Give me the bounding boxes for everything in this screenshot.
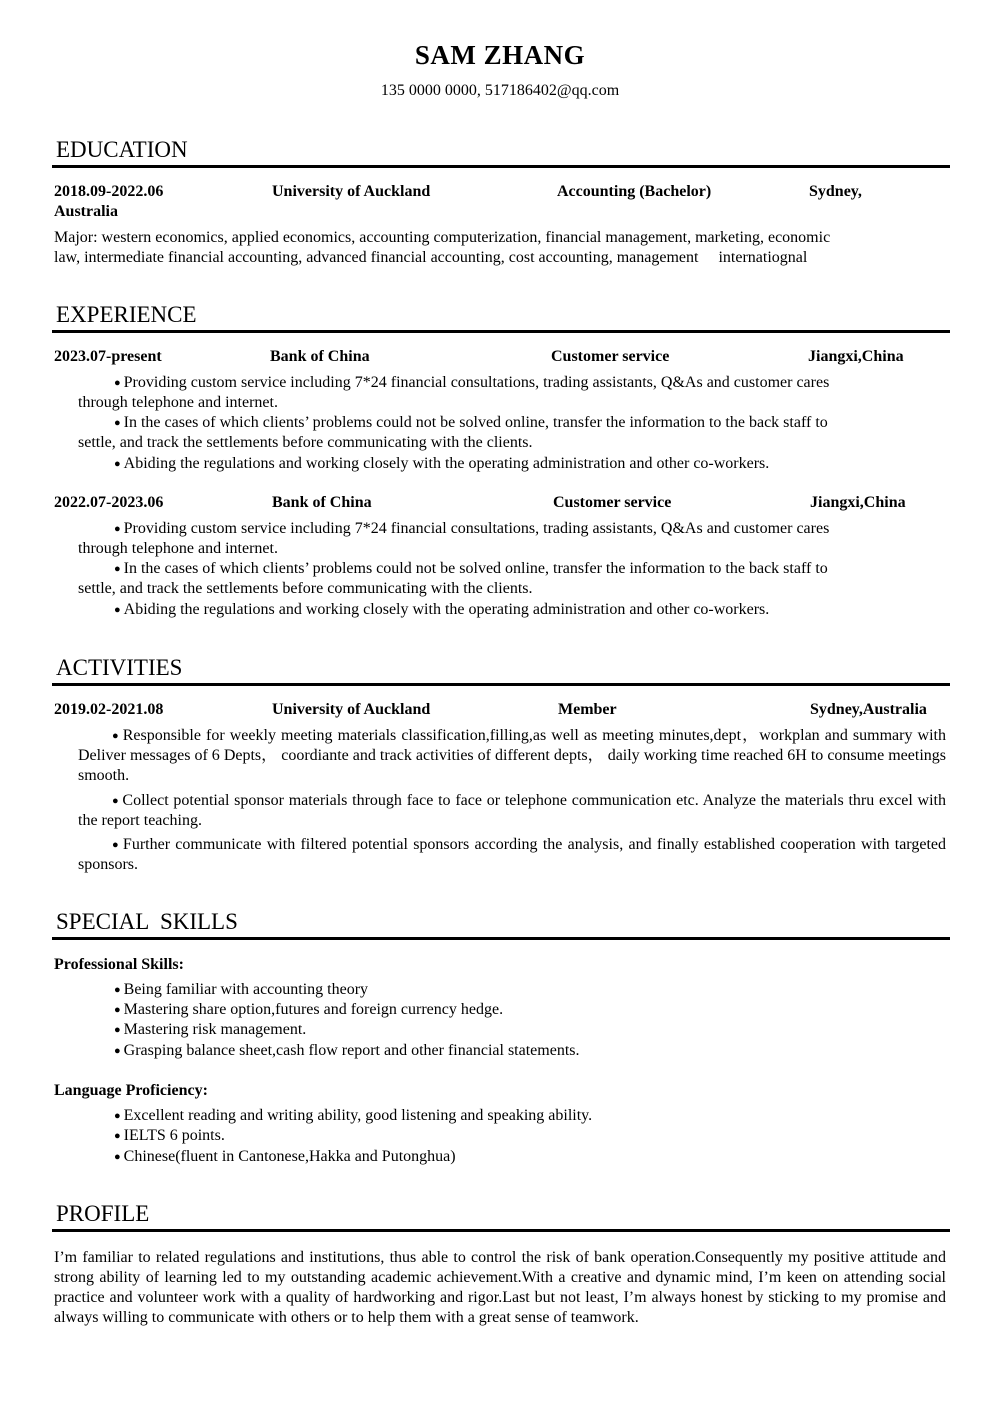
bullet-dot-icon: ● [114, 984, 121, 996]
bullet-dot-icon: ● [114, 377, 121, 389]
bullet-dot-icon: ● [114, 604, 121, 616]
skills-divider [52, 937, 950, 940]
skills-heading: SPECIAL SKILLS [56, 909, 238, 934]
education-location-wrap [54, 203, 948, 223]
education-location: Sydney, [809, 183, 862, 200]
experience-1-bullet-1: ● Providing custom service including 7*24 financial consultations, trading assistants, Q&As and customer cares [114, 374, 830, 391]
experience-1-company: Bank of China [270, 348, 370, 365]
experience-2-company: Bank of China [272, 494, 372, 511]
experience-2-bullet-1: ● Providing custom service including 7*24 financial consultations, trading assistants, Q&As and customer cares [114, 520, 830, 537]
bullet-dot-icon: ● [114, 1004, 121, 1016]
bullet-dot-icon: ● [114, 1045, 121, 1057]
education-dates: 2018.09-2022.06 [54, 183, 164, 200]
bullet-dot-icon: ● [114, 417, 121, 429]
experience-2-bullet-2: ● In the cases of which clients’ problems could not be solved online, transfer the information to the back staff to [114, 560, 828, 577]
experience-1-location: Jiangxi,China [808, 348, 904, 365]
professional-skill-item: ● Mastering share option,futures and foreign currency hedge. [114, 1001, 504, 1018]
activities-entry [54, 701, 948, 721]
language-item: ● IELTS 6 points. [114, 1127, 225, 1144]
professional-skill-item: ● Being familiar with accounting theory [114, 981, 369, 998]
experience-2-location: Jiangxi,China [810, 494, 906, 511]
profile-heading: PROFILE [56, 1201, 150, 1226]
bullet-dot-icon: ● [114, 1110, 121, 1122]
experience-entry-1 [54, 348, 948, 368]
activities-location: Sydney,Australia [810, 701, 927, 718]
experience-1-bullet-2-cont: settle, and track the settlements before communicating with the clients. [78, 434, 533, 451]
experience-2-role: Customer service [553, 494, 672, 511]
activities-heading: ACTIVITIES [56, 655, 183, 680]
bullet-dot-icon: ● [114, 523, 121, 535]
language-item: ● Excellent reading and writing ability, good listening and speaking ability. [114, 1107, 593, 1124]
activities-role: Member [558, 701, 617, 718]
bullet-dot-icon: ● [114, 1151, 121, 1163]
bullet-dot-icon: ● [112, 795, 120, 807]
education-major-line-1: Major: western economics, applied economics, accounting computerization, financial management, marketing, economic [54, 229, 831, 246]
activities-org: University of Auckland [272, 701, 431, 718]
education-major-line-2: law, intermediate financial accounting, advanced financial accounting, cost accounting, management internatiognal [54, 249, 808, 266]
bullet-dot-icon: ● [114, 1130, 121, 1142]
education-entry [54, 183, 948, 203]
activities-bullet-2: ● Collect potential sponsor materials through face to face or telephone communication etc. Analyze the materials thru excel with the report teaching. [78, 792, 946, 829]
language-item: ● Chinese(fluent in Cantonese,Hakka and Putonghua) [114, 1148, 456, 1165]
professional-skill-item: ● Mastering risk management. [114, 1021, 307, 1038]
experience-2-bullet-3: ● Abiding the regulations and working closely with the operating administration and other co-workers. [114, 601, 770, 618]
activities-bullet-3: ● Further communicate with filtered potential sponsors according the analysis, and finally established cooperation with targeted sponsors. [78, 836, 946, 873]
education-degree: Accounting (Bachelor) [557, 183, 712, 200]
education-school: University of Auckland [272, 183, 431, 200]
professional-skills-label: Professional Skills: [54, 956, 184, 973]
education-heading: EDUCATION [56, 137, 188, 162]
bullet-dot-icon: ● [114, 563, 121, 575]
professional-skill-item: ● Grasping balance sheet,cash flow report and other financial statements. [114, 1042, 580, 1059]
education-divider [52, 165, 950, 168]
experience-2-bullet-1-cont: through telephone and internet. [78, 540, 278, 557]
profile-text: I’m familiar to related regulations and institutions, thus able to control the risk of bank operation.Consequently my positive attitude and strong ability of learning led to my outstanding academic achievement.With a creative and dynamic mind, I’m keen on attending social practice and volunteer work with a quality of hardworking and rigor.Last but not least, I’m always honest by sticking to my promise and always willing to communicate with others or to help them with a great sense of teamwork. [54, 1249, 946, 1326]
experience-1-dates: 2023.07-present [54, 348, 162, 365]
contact-info: 135 0000 0000, 517186402@qq.com [380, 82, 620, 99]
experience-2-bullet-2-cont: settle, and track the settlements before communicating with the clients. [78, 580, 533, 597]
education-location-continued: Australia [54, 203, 118, 220]
bullet-dot-icon: ● [112, 839, 120, 851]
experience-divider [52, 330, 950, 333]
bullet-dot-icon: ● [114, 1024, 121, 1036]
experience-1-bullet-3: ● Abiding the regulations and working closely with the operating administration and other co-workers. [114, 455, 770, 472]
experience-heading: EXPERIENCE [56, 302, 197, 327]
profile-divider [52, 1229, 950, 1232]
experience-entry-2 [54, 494, 948, 514]
activities-bullet-1: ● Responsible for weekly meeting materials classification,filling,as well as meeting minutes,dept，workplan and summary with Deliver messages of 6 Depts， coordiante and track activities of different depts， daily working time reached 6H to consume meetings smooth. [78, 727, 946, 784]
candidate-name: SAM ZHANG [414, 40, 586, 70]
experience-1-role: Customer service [551, 348, 670, 365]
activities-dates: 2019.02-2021.08 [54, 701, 164, 718]
activities-divider [52, 683, 950, 686]
bullet-dot-icon: ● [114, 458, 121, 470]
experience-1-bullet-2: ● In the cases of which clients’ problems could not be solved online, transfer the information to the back staff to [114, 414, 828, 431]
bullet-dot-icon: ● [112, 730, 120, 742]
experience-1-bullet-1-cont: through telephone and internet. [78, 394, 278, 411]
language-proficiency-label: Language Proficiency: [54, 1082, 208, 1099]
experience-2-dates: 2022.07-2023.06 [54, 494, 164, 511]
